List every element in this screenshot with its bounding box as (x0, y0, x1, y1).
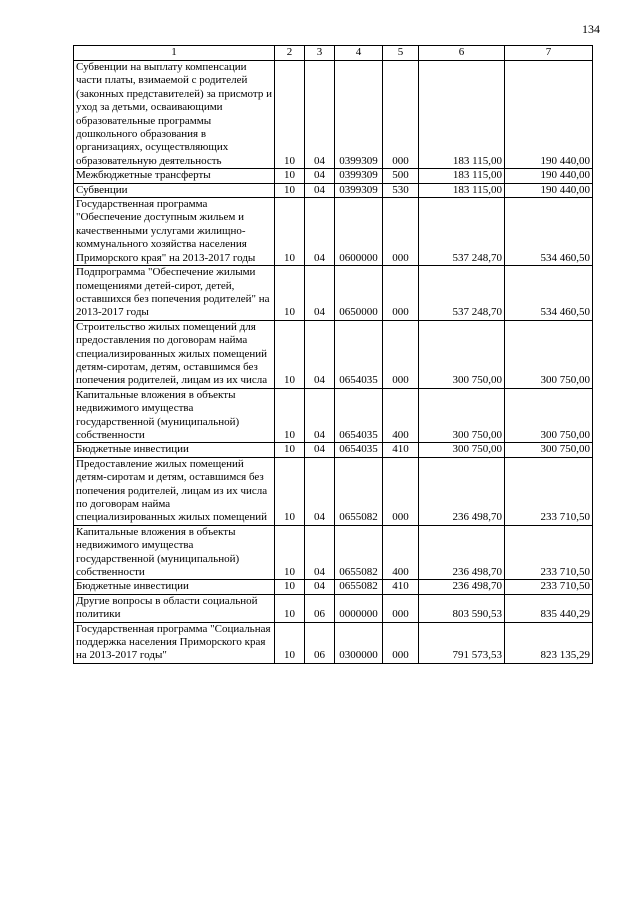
amount-col7-cell: 233 710,50 (505, 457, 593, 525)
subsection-code-cell: 04 (305, 525, 335, 580)
section-code-cell: 10 (275, 169, 305, 183)
target-article-cell: 0650000 (335, 266, 383, 321)
section-code-cell: 10 (275, 388, 305, 443)
amount-col7-cell: 233 710,50 (505, 580, 593, 594)
subsection-code-cell: 04 (305, 457, 335, 525)
header-cell: 7 (505, 46, 593, 61)
amount-col7-cell: 300 750,00 (505, 388, 593, 443)
section-code-cell: 10 (275, 594, 305, 622)
amount-col6-cell: 183 115,00 (419, 61, 505, 169)
amount-col6-cell: 300 750,00 (419, 443, 505, 457)
expense-type-cell: 400 (383, 388, 419, 443)
header-cell: 4 (335, 46, 383, 61)
amount-col7-cell: 835 440,29 (505, 594, 593, 622)
expense-type-cell: 000 (383, 622, 419, 663)
section-code-cell: 10 (275, 525, 305, 580)
row-name-cell: Бюджетные инвестиции (74, 580, 275, 594)
row-name-cell: Подпрограмма "Обеспечение жилыми помещениями детей-сирот, детей, оставшихся без попечения родителей" на 2013-2017 годы (74, 266, 275, 321)
subsection-code-cell: 04 (305, 388, 335, 443)
amount-col7-cell: 823 135,29 (505, 622, 593, 663)
target-article-cell: 0654035 (335, 443, 383, 457)
expense-type-cell: 000 (383, 457, 419, 525)
table-row (74, 198, 593, 266)
expense-type-cell: 000 (383, 594, 419, 622)
row-name-cell: Межбюджетные трансферты (74, 169, 275, 183)
section-code-cell: 10 (275, 580, 305, 594)
target-article-cell: 0300000 (335, 622, 383, 663)
header-cell: 5 (383, 46, 419, 61)
table-row (74, 622, 593, 663)
row-name-cell: Предоставление жилых помещений детям-сиротам и детям, оставшимся без попечения родителей, лицам из их числа по договорам найма специализированных жилых помещений (74, 457, 275, 525)
target-article-cell: 0655082 (335, 580, 383, 594)
row-name-cell: Капитальные вложения в объекты недвижимого имущества государственной (муниципальной) собственности (74, 525, 275, 580)
row-name-cell: Субвенции (74, 183, 275, 197)
row-name-cell: Бюджетные инвестиции (74, 443, 275, 457)
subsection-code-cell: 04 (305, 320, 335, 388)
section-code-cell: 10 (275, 457, 305, 525)
target-article-cell: 0399309 (335, 169, 383, 183)
amount-col7-cell: 190 440,00 (505, 169, 593, 183)
section-code-cell: 10 (275, 198, 305, 266)
row-name-cell: Субвенции на выплату компенсации части платы, взимаемой с родителей (законных представителей) за присмотр и уход за детьми, осваивающими образовательные программы дошкольного образования в организациях, осуществляющих образовательную деятельность (74, 61, 275, 169)
target-article-cell: 0654035 (335, 388, 383, 443)
expense-type-cell: 410 (383, 580, 419, 594)
amount-col6-cell: 236 498,70 (419, 580, 505, 594)
subsection-code-cell: 06 (305, 594, 335, 622)
table-row (74, 594, 593, 622)
row-name-cell: Строительство жилых помещений для предоставления по договорам найма специализированных жилых помещений детям-сиротам, детям, оставшимся без попечения родителей, лицам из их числа (74, 320, 275, 388)
table-row (74, 580, 593, 594)
amount-col6-cell: 183 115,00 (419, 169, 505, 183)
amount-col7-cell: 300 750,00 (505, 320, 593, 388)
amount-col6-cell: 183 115,00 (419, 183, 505, 197)
amount-col7-cell: 190 440,00 (505, 183, 593, 197)
target-article-cell: 0654035 (335, 320, 383, 388)
amount-col6-cell: 803 590,53 (419, 594, 505, 622)
amount-col6-cell: 791 573,53 (419, 622, 505, 663)
section-code-cell: 10 (275, 266, 305, 321)
amount-col7-cell: 534 460,50 (505, 198, 593, 266)
amount-col6-cell: 236 498,70 (419, 457, 505, 525)
header-cell: 3 (305, 46, 335, 61)
table-row (74, 388, 593, 443)
expense-type-cell: 500 (383, 169, 419, 183)
table-row (74, 266, 593, 321)
table-row (74, 61, 593, 169)
subsection-code-cell: 04 (305, 169, 335, 183)
amount-col7-cell: 233 710,50 (505, 525, 593, 580)
target-article-cell: 0399309 (335, 183, 383, 197)
amount-col7-cell: 534 460,50 (505, 266, 593, 321)
expense-type-cell: 000 (383, 320, 419, 388)
target-article-cell: 0000000 (335, 594, 383, 622)
subsection-code-cell: 04 (305, 183, 335, 197)
row-name-cell: Другие вопросы в области социальной политики (74, 594, 275, 622)
amount-col6-cell: 300 750,00 (419, 320, 505, 388)
subsection-code-cell: 04 (305, 61, 335, 169)
row-name-cell: Капитальные вложения в объекты недвижимого имущества государственной (муниципальной) собственности (74, 388, 275, 443)
section-code-cell: 10 (275, 622, 305, 663)
subsection-code-cell: 04 (305, 443, 335, 457)
amount-col6-cell: 236 498,70 (419, 525, 505, 580)
table-row (74, 183, 593, 197)
budget-table (73, 45, 593, 664)
subsection-code-cell: 06 (305, 622, 335, 663)
header-cell: 6 (419, 46, 505, 61)
table-row (74, 525, 593, 580)
page-number: 134 (582, 22, 600, 36)
subsection-code-cell: 04 (305, 266, 335, 321)
expense-type-cell: 410 (383, 443, 419, 457)
target-article-cell: 0399309 (335, 61, 383, 169)
expense-type-cell: 000 (383, 61, 419, 169)
subsection-code-cell: 04 (305, 198, 335, 266)
amount-col7-cell: 190 440,00 (505, 61, 593, 169)
target-article-cell: 0655082 (335, 525, 383, 580)
section-code-cell: 10 (275, 183, 305, 197)
section-code-cell: 10 (275, 320, 305, 388)
expense-type-cell: 400 (383, 525, 419, 580)
header-cell: 2 (275, 46, 305, 61)
table-row (74, 320, 593, 388)
table-row (74, 457, 593, 525)
amount-col6-cell: 300 750,00 (419, 388, 505, 443)
expense-type-cell: 000 (383, 198, 419, 266)
section-code-cell: 10 (275, 61, 305, 169)
target-article-cell: 0600000 (335, 198, 383, 266)
row-name-cell: Государственная программа "Обеспечение доступным жильем и качественными услугами жилищно-коммунального хозяйства населения Приморского края" на 2013-2017 годы (74, 198, 275, 266)
amount-col6-cell: 537 248,70 (419, 266, 505, 321)
header-cell: 1 (74, 46, 275, 61)
header-row (74, 46, 593, 61)
table-row (74, 443, 593, 457)
amount-col6-cell: 537 248,70 (419, 198, 505, 266)
section-code-cell: 10 (275, 443, 305, 457)
table-row (74, 169, 593, 183)
expense-type-cell: 000 (383, 266, 419, 321)
amount-col7-cell: 300 750,00 (505, 443, 593, 457)
row-name-cell: Государственная программа "Социальная поддержка населения Приморского края на 2013-2017 годы" (74, 622, 275, 663)
expense-type-cell: 530 (383, 183, 419, 197)
subsection-code-cell: 04 (305, 580, 335, 594)
target-article-cell: 0655082 (335, 457, 383, 525)
